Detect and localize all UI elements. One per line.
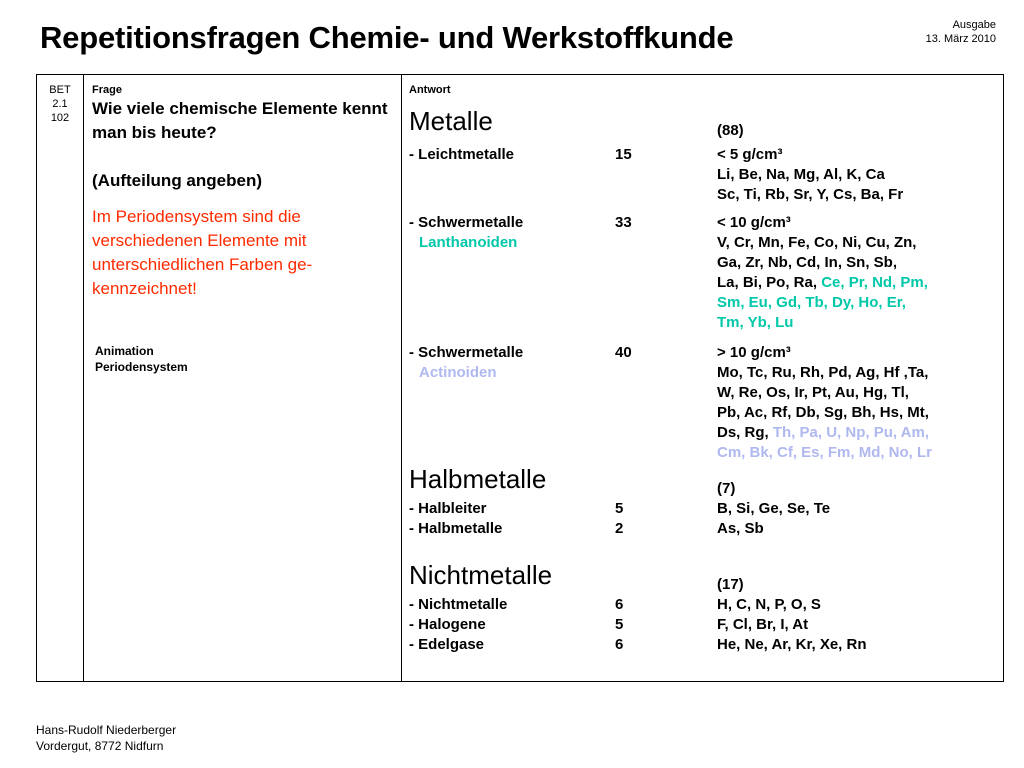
schwer1-elements-2: Ga, Zr, Nb, Cd, In, Sn, Sb, — [717, 254, 898, 271]
leicht-elements-1: Li, Be, Na, Mg, Al, K, Ca — [717, 166, 885, 183]
frage-label: Frage — [92, 84, 122, 96]
antwort-label: Antwort — [409, 84, 451, 96]
metalle-count: (88) — [717, 122, 744, 139]
schwer2-elements-2: W, Re, Os, Ir, Pt, Au, Hg, Tl, — [717, 384, 909, 401]
schwermetalle-1-density: < 10 g/cm³ — [717, 214, 791, 231]
bet-reference — [37, 83, 83, 125]
schwer2-elements-4-black: Ds, Rg, — [717, 424, 769, 441]
animation-label-2: Periodensystem — [95, 360, 188, 374]
schwer2-elements-4-lavender: Th, Pa, U, Np, Pu, Am, — [772, 424, 929, 441]
halogene-elements: F, Cl, Br, I, At — [717, 616, 809, 633]
schwer1-elements-1: V, Cr, Mn, Fe, Co, Ni, Cu, Zn, — [717, 234, 917, 251]
nichtmetalle-heading-row — [409, 560, 989, 599]
schwer1-elements-4: Sm, Eu, Gd, Tb, Dy, Ho, Er, — [717, 294, 906, 311]
bet-number-2: 102 — [50, 112, 70, 124]
author-address: Vordergut, 8772 Nidfurn — [36, 739, 164, 753]
bet-label: BET — [49, 84, 71, 96]
frage-column — [92, 83, 392, 301]
nichtmetalle-name: - Nichtmetalle — [409, 596, 508, 613]
leicht-elements-2: Sc, Ti, Rb, Sr, Y, Cs, Ba, Fr — [717, 186, 904, 203]
schwermetalle-2-name: - Schwermetalle — [409, 344, 524, 361]
schwermetalle-1-name: - Schwermetalle — [409, 214, 524, 231]
edelgase-elements: He, Ne, Ar, Kr, Xe, Rn — [717, 636, 867, 653]
actinoiden-label: Actinoiden — [419, 364, 497, 381]
nichtmetalle-count: (17) — [717, 576, 744, 593]
halbmetalle-elements: As, Sb — [717, 520, 764, 537]
question-sheet — [36, 74, 1004, 682]
halbleiter-count: 5 — [615, 500, 624, 517]
halbmetalle-heading-row — [409, 464, 989, 503]
halbmetalle-count: (7) — [717, 480, 736, 497]
question-subtext: (Aufteilung angeben) — [92, 171, 262, 190]
lanthanoiden-label: Lanthanoiden — [419, 234, 518, 251]
schwermetalle-2-count: 40 — [615, 344, 632, 361]
halogene-name: - Halogene — [409, 616, 486, 633]
halbleiter-elements: B, Si, Ge, Se, Te — [717, 500, 831, 517]
animation-label: Animation — [95, 344, 154, 358]
leichtmetalle-count: 15 — [615, 146, 632, 163]
halbmetalle-heading: Halbmetalle — [409, 464, 547, 494]
periodic-note: Im Periodensystem sind die verschiedenen Elemente mit unterschiedlichen Farben ge-kennzeichnet! — [92, 207, 313, 298]
schwer1-elements-3-teal: Ce, Pr, Nd, Pm, — [821, 274, 928, 291]
nichtmetalle-sub-count: 6 — [615, 596, 624, 613]
schwermetalle-1-count: 33 — [615, 214, 632, 231]
animation-link[interactable] — [95, 343, 188, 375]
column-divider-1 — [83, 75, 84, 681]
question-text: Wie viele chemische Elemente kennt man bis heute? — [92, 99, 388, 142]
author-name: Hans-Rudolf Niederberger — [36, 723, 177, 737]
schwer2-elements-1: Mo, Tc, Ru, Rh, Pd, Ag, Hf ,Ta, — [717, 364, 929, 381]
page-title: Repetitionsfragen Chemie- und Werkstoffkunde — [40, 20, 734, 55]
author-footer — [36, 722, 176, 754]
halbleiter-name: - Halbleiter — [409, 500, 487, 517]
halbmetalle-name: - Halbmetalle — [409, 520, 503, 537]
schwer2-elements-5: Cm, Bk, Cf, Es, Fm, Md, No, Lr — [717, 444, 933, 461]
leichtmetalle-name: - Leichtmetalle — [409, 146, 515, 163]
edelgase-count: 6 — [615, 636, 624, 653]
schwer2-elements-4 — [717, 423, 929, 443]
antwort-column — [409, 83, 989, 653]
column-divider-2 — [401, 75, 402, 681]
leichtmetalle-density: < 5 g/cm³ — [717, 146, 783, 163]
schwer2-elements-3: Pb, Ac, Rf, Db, Sg, Bh, Hs, Mt, — [717, 404, 929, 421]
schwer1-elements-3-black: La, Bi, Po, Ra, — [717, 274, 818, 291]
schwer1-elements-3 — [717, 273, 928, 293]
schwermetalle-2-density: > 10 g/cm³ — [717, 344, 791, 361]
ausgabe-info — [926, 18, 996, 46]
nichtmetalle-heading: Nichtmetalle — [409, 560, 553, 590]
schwer1-elements-5: Tm, Yb, Lu — [717, 314, 794, 331]
nichtmetalle-elements: H, C, N, P, O, S — [717, 596, 821, 613]
halogene-count: 5 — [615, 616, 624, 633]
ausgabe-date: 13. März 2010 — [925, 33, 996, 45]
metalle-heading: Metalle — [409, 106, 493, 136]
halbmetalle-sub-count: 2 — [615, 520, 624, 537]
bet-number-1: 2.1 — [52, 98, 68, 110]
ausgabe-label: Ausgabe — [952, 19, 996, 31]
metalle-heading-row — [409, 106, 989, 145]
edelgase-name: - Edelgase — [409, 636, 485, 653]
